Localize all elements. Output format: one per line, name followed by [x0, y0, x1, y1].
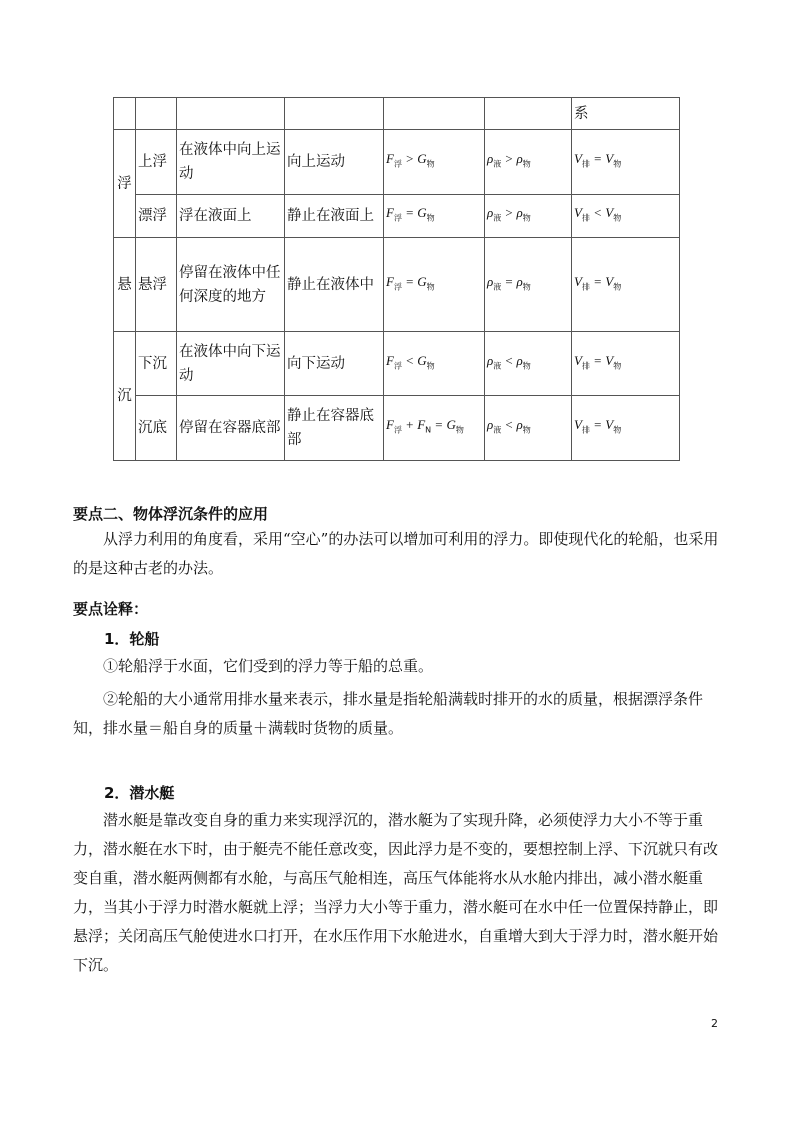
state-cell: 漂浮	[136, 195, 177, 238]
table-row	[114, 238, 680, 332]
volume-relation: $V_排 = V_物$	[572, 130, 680, 195]
motion-cell: 静止在液面上	[285, 195, 384, 238]
category-cell: 悬	[114, 238, 136, 332]
density-relation: $\rho_液 > \rho_物$	[485, 130, 572, 195]
table-row	[114, 195, 680, 238]
force-relation: $F_浮 > G_物$	[384, 130, 485, 195]
volume-relation: $V_排 = V_物$	[572, 396, 680, 461]
ship-paragraph-2: ②轮船的大小通常用排水量来表示，排水量是指轮船满载时排开的水的质量，根据漂浮条件知，排水量＝船自身的质量＋满载时货物的质量。	[73, 690, 704, 737]
table-row	[114, 332, 680, 396]
intro-paragraph: 从浮力利用的角度看，采用“空心”的办法可以增加可利用的浮力。即使现代化的轮船，也采用的是这种古老的办法。	[73, 530, 719, 577]
motion-cell: 静止在容器底部	[285, 396, 384, 461]
header-cell-relation: 系	[572, 98, 680, 130]
float-sink-conditions-table	[113, 97, 680, 461]
volume-relation: $V_排 = V_物$	[572, 238, 680, 332]
notes-heading: 要点诠释：	[73, 600, 149, 618]
category-cell: 浮	[114, 130, 136, 238]
description-cell: 在液体中向下运动	[177, 332, 285, 396]
force-relation: $F_浮 = G_物$	[384, 238, 485, 332]
force-relation: $F_浮 + F_N = G_物$	[384, 396, 485, 461]
description-cell: 浮在液面上	[177, 195, 285, 238]
description-cell: 停留在容器底部	[177, 396, 285, 461]
state-cell: 悬浮	[136, 238, 177, 332]
submarine-heading: 2．潜水艇	[104, 784, 175, 802]
force-relation: $F_浮 < G_物$	[384, 332, 485, 396]
description-cell: 在液体中向上运动	[177, 130, 285, 195]
motion-cell: 静止在液体中	[285, 238, 384, 332]
density-relation: $\rho_液 < \rho_物$	[485, 396, 572, 461]
section-title: 要点二、物体浮沉条件的应用	[73, 505, 269, 523]
density-relation: $\rho_液 > \rho_物$	[485, 195, 572, 238]
density-relation: $\rho_液 < \rho_物$	[485, 332, 572, 396]
table-row	[114, 130, 680, 195]
submarine-paragraph: 潜水艇是靠改变自身的重力来实现浮沉的，潜水艇为了实现升降，必须使浮力大小不等于重力，潜水艇在水下时，由于艇壳不能任意改变，因此浮力是不变的，要想控制上浮、下沉就只有改变自重，潜水艇两侧都有水舱，与高压气舱相连，高压气体能将水从水舱内排出，减小潜水艇重力，当其小于浮力时潜水艇就上浮；当浮力大小等于重力，潜水艇可在水中任一位置保持静止，即悬浮；关闭高压气舱使进水口打开，在水压作用下水舱进水，自重增大到大于浮力时，潜水艇开始下沉。	[73, 811, 719, 974]
state-cell: 上浮	[136, 130, 177, 195]
description-cell: 停留在液体中任何深度的地方	[177, 238, 285, 332]
page-number: 2	[711, 1017, 718, 1030]
motion-cell: 向下运动	[285, 332, 384, 396]
state-cell: 下沉	[136, 332, 177, 396]
volume-relation: $V_排 < V_物$	[572, 195, 680, 238]
table-header-row	[114, 98, 680, 130]
motion-cell: 向上运动	[285, 130, 384, 195]
category-cell: 沉	[114, 332, 136, 461]
force-relation: $F_浮 = G_物$	[384, 195, 485, 238]
volume-relation: $V_排 = V_物$	[572, 332, 680, 396]
table-row	[114, 396, 680, 461]
ship-paragraph-1: ①轮船浮于水面，它们受到的浮力等于船的总重。	[103, 657, 434, 675]
state-cell: 沉底	[136, 396, 177, 461]
ship-heading: 1．轮船	[104, 630, 160, 648]
density-relation: $\rho_液 = \rho_物$	[485, 238, 572, 332]
